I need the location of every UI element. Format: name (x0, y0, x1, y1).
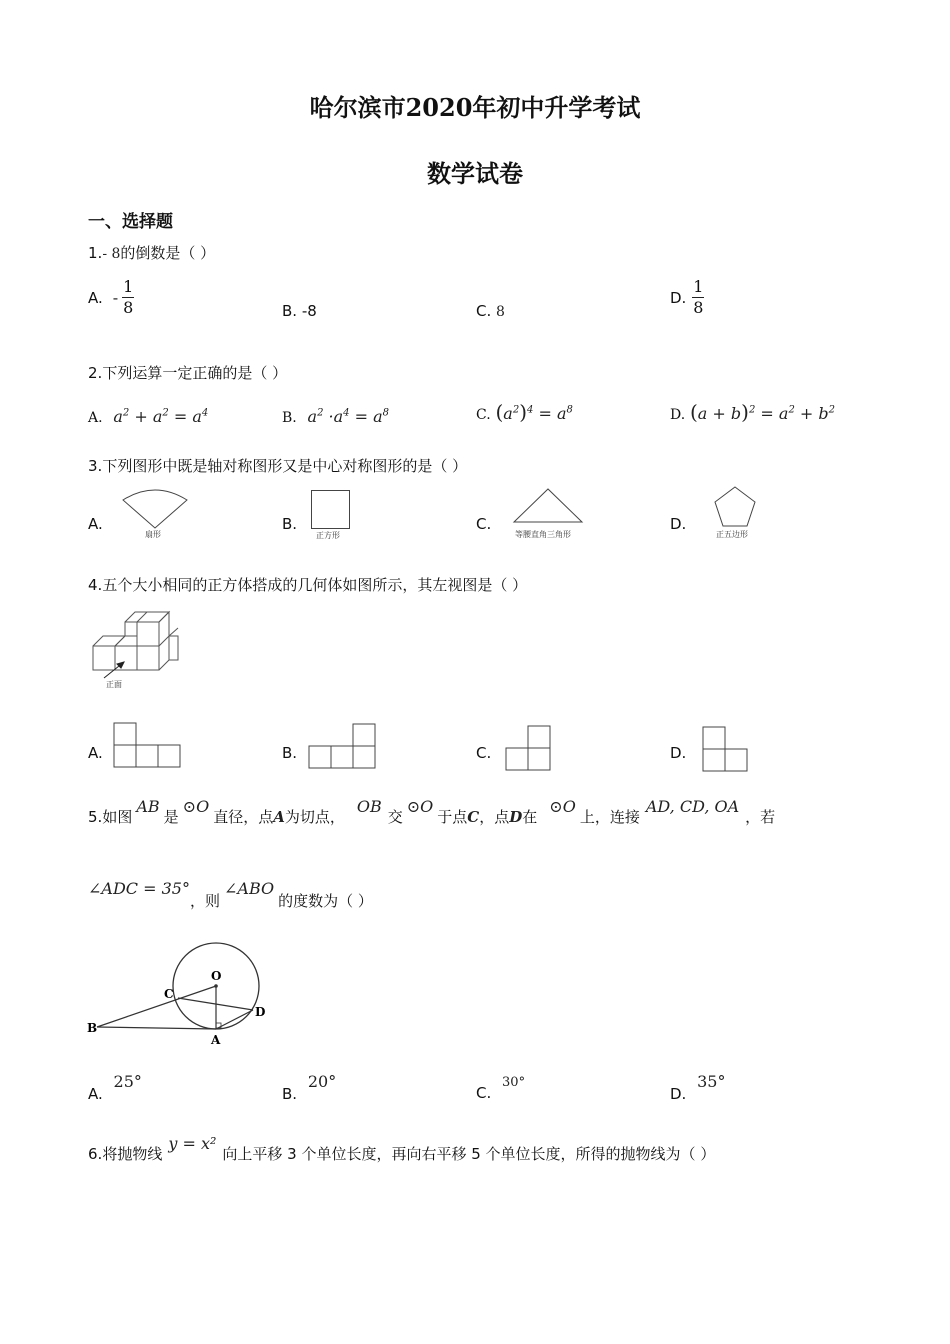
q4-option-a-label[interactable]: A. (88, 744, 103, 762)
math: AB (136, 797, 160, 816)
question-number: 2. (88, 364, 103, 382)
math: OB (356, 797, 382, 816)
option-label: B. (282, 1085, 298, 1103)
q2-stem: 下列运算一定正确的是（ ） (102, 364, 288, 382)
q1-stem: 的倒数是（ ） (120, 244, 216, 262)
figure-caption: 正五边形 (716, 530, 748, 539)
question-3 (88, 455, 467, 476)
q5-option-a[interactable] (88, 1072, 142, 1103)
q4-option-c-label[interactable]: C. (476, 744, 492, 762)
left-view-option-a[interactable] (113, 722, 181, 768)
option-label: C. (476, 1084, 492, 1102)
cube-stack-figure (90, 606, 182, 678)
question-5-line-1 (88, 797, 776, 827)
math: D (509, 808, 523, 826)
option-formula: $(a^2)^4 = a^8$ (495, 400, 573, 424)
q3-stem: 下列图形中既是轴对称图形又是中心对称图形的是（ ） (102, 457, 468, 475)
q4-option-d-label[interactable]: D. (670, 744, 687, 762)
option-text: 8 (496, 304, 505, 320)
math: AD, CD, OA (645, 797, 740, 816)
option-label: D. (670, 407, 686, 423)
q2-option-a[interactable] (88, 407, 208, 426)
option-label: B. (282, 410, 297, 426)
label-b: B (87, 1021, 98, 1035)
q1-option-a[interactable] (88, 278, 134, 317)
figure-caption: 正方形 (316, 531, 340, 540)
label-a: A (211, 1033, 221, 1047)
question-6 (88, 1134, 716, 1164)
regular-pentagon-figure[interactable] (713, 486, 757, 528)
text: 直径，点 (213, 808, 274, 826)
option-label: D. (670, 1085, 687, 1103)
math: A (273, 808, 285, 826)
label-c: C (164, 987, 174, 1001)
option-text: 20° (307, 1072, 337, 1091)
q3-option-c-label[interactable]: C. (476, 515, 492, 533)
question-5-line-2 (88, 879, 373, 911)
q4-option-b-label[interactable]: B. (282, 744, 298, 762)
q4-stem: 五个大小相同的正方体搭成的几何体如图所示，其左视图是（ ） (102, 576, 528, 594)
label-o: O (211, 969, 222, 983)
text: 如图 (102, 808, 133, 826)
question-number: 4. (88, 576, 103, 594)
option-label: A. (88, 288, 103, 307)
q2-option-c[interactable] (476, 400, 573, 424)
option-text: 25° (113, 1072, 142, 1091)
option-label: A. (88, 410, 103, 426)
option-text: 30° (502, 1075, 526, 1090)
question-number: 5. (88, 808, 103, 826)
square-figure[interactable] (311, 490, 351, 530)
section-heading: 一、选择题 (88, 212, 173, 232)
text: ，则 (189, 892, 220, 910)
math: ∠ABO (223, 879, 275, 898)
question-1 (88, 242, 215, 263)
question-2 (88, 362, 287, 383)
math: ⊙O (549, 797, 576, 816)
fraction (122, 278, 134, 317)
option-sign: - (112, 288, 119, 307)
option-formula: $a^2 + a^2 = a^4$ (113, 407, 209, 426)
text: 将抛物线 (102, 1145, 163, 1163)
figure-caption: 扇形 (145, 530, 161, 539)
math: ∠ADC = 35° (88, 879, 190, 898)
fraction (692, 278, 704, 317)
exam-title: 哈尔滨市2020年初中升学考试 (309, 93, 641, 122)
q2-option-b[interactable] (282, 407, 389, 426)
denominator: 8 (123, 298, 134, 317)
text: 为切点， (284, 808, 345, 826)
text: ，若 (745, 808, 776, 826)
left-view-option-d[interactable] (702, 726, 750, 772)
q3-option-a-label[interactable]: A. (88, 515, 103, 533)
q3-option-d-label[interactable]: D. (670, 515, 687, 533)
math: y = x² (168, 1134, 217, 1153)
q1-option-c[interactable] (476, 302, 505, 320)
option-label: B. (282, 302, 298, 320)
q3-option-b-label[interactable]: B. (282, 515, 298, 533)
math: C (467, 808, 480, 826)
option-text: -8 (301, 302, 317, 320)
option-formula: $(a + b)^2 = a^2 + b^2$ (689, 400, 836, 424)
text: 是 (163, 808, 179, 826)
figure-caption: 等腰直角三角形 (515, 530, 571, 539)
isosceles-right-triangle-figure[interactable] (512, 488, 584, 526)
q1-math: - 8 (102, 246, 121, 262)
question-number: 3. (88, 457, 103, 475)
text: 在 (522, 808, 538, 826)
q5-option-d[interactable] (670, 1072, 726, 1103)
text: ，点 (479, 808, 510, 826)
text: 上，连接 (579, 808, 640, 826)
numerator: 1 (123, 277, 134, 296)
label-d: D (255, 1005, 266, 1019)
option-label: A. (88, 1085, 103, 1103)
denominator: 8 (693, 298, 704, 317)
option-formula: $a^2 \cdot a^4 = a^8$ (307, 407, 390, 426)
option-label: C. (476, 407, 491, 423)
left-view-option-b[interactable] (308, 723, 376, 769)
sector-figure[interactable] (120, 486, 190, 528)
question-number: 6. (88, 1145, 103, 1163)
text: 交 (387, 808, 403, 826)
q1-option-d[interactable] (670, 278, 704, 317)
text: 向上平移 3 个单位长度，再向右平移 5 个单位长度，所得的抛物线为（ ） (222, 1145, 716, 1163)
question-4 (88, 574, 527, 595)
q2-option-d[interactable] (670, 400, 835, 424)
option-text: 35° (697, 1072, 726, 1091)
exam-subtitle: 数学试卷 (427, 159, 523, 188)
q1-option-b[interactable] (282, 302, 317, 320)
left-view-option-c[interactable] (505, 725, 553, 771)
math: ⊙O (406, 797, 434, 816)
text: 于点 (437, 808, 468, 826)
q5-option-c[interactable] (476, 1072, 526, 1102)
numerator: 1 (693, 277, 704, 296)
q5-option-b[interactable] (282, 1072, 337, 1103)
math: ⊙O (182, 797, 210, 816)
circle-tangent-figure (85, 940, 275, 1050)
option-label: D. (670, 288, 687, 307)
question-number: 1. (88, 244, 103, 262)
option-label: C. (476, 302, 492, 320)
text: 的度数为（ ） (278, 892, 373, 910)
figure-caption: 正面 (106, 680, 122, 689)
